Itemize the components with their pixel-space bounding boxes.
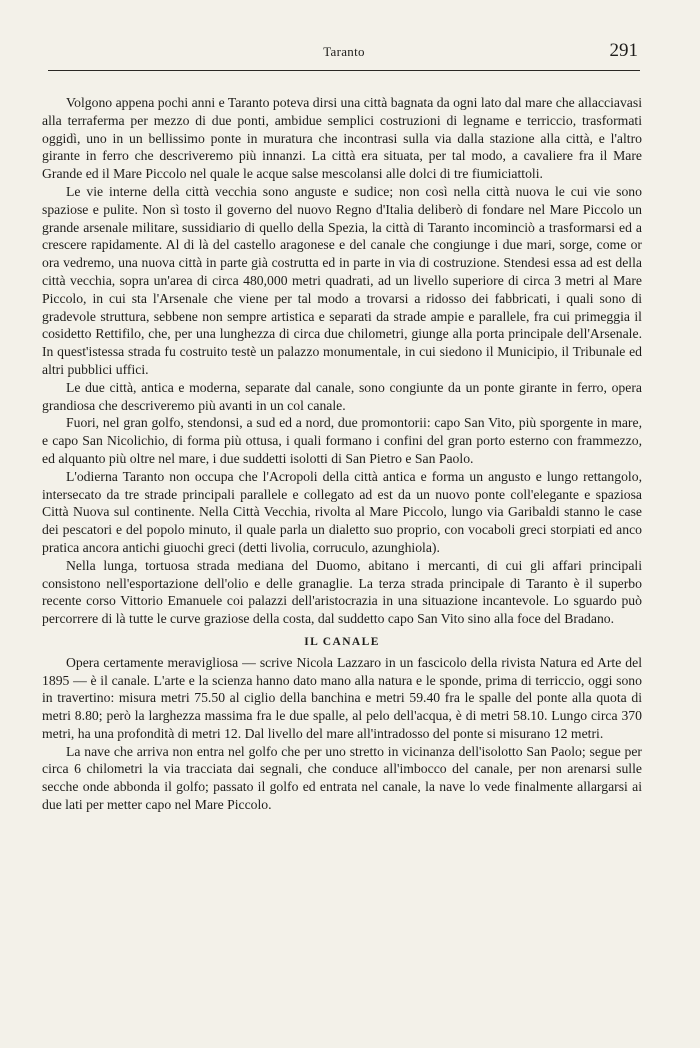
paragraph: Le due città, antica e moderna, separate dal canale, sono congiunte da un ponte girante in ferro, opera grandiosa che descriveremo più avanti in un col canale.: [42, 379, 642, 413]
running-title: Taranto: [323, 44, 365, 59]
header-rule: [48, 70, 640, 71]
paragraph: La nave che arriva non entra nel golfo che per uno stretto in vicinanza dell'isolotto San Paolo; segue per circa 6 chilometri la via tracciata dai segnali, che conduce all'imbocco del canale, per non arenarsi sulle secche onde abbonda il golfo; passato il golfo ed entrata nel canale, la nave lo vede finalmente allargarsi ai due lati per metter capo nel Mare Piccolo.: [42, 743, 642, 813]
paragraph: L'odierna Taranto non occupa che l'Acropoli della città antica e forma un angusto e lungo rettangolo, intersecato da tre strade principali parallele e collegato ad est da un nuovo ponte coll'elegante e spaziosa Città Nuova sul continente. Nella Città Vecchia, rivolta al Mare Piccolo, lungo via Garibaldi stanno le case dei pescatori e del popolo minuto, il quale parla un dialetto suo proprio, con vocaboli greci storpiati ed anco pratica ancora antichi giuochi greci (detti livolia, corruculo, azunghiola).: [42, 468, 642, 555]
body-text: [42, 94, 642, 814]
paragraph: Nella lunga, tortuosa strada mediana del Duomo, abitano i mercanti, di cui gli affari principali consistono nell'esportazione dell'olio e delle granaglie. La terza strada principale di Taranto è il superbo recente corso Vittorio Emanuele coi palazzi dell'aristocrazia in una situazione incantevole. Lo sguardo può percorrere di là tutte le curve graziose della costa, dal suddetto capo San Vito sino alla foce del Bradano.: [42, 557, 642, 627]
page-header: [48, 40, 640, 68]
section-title: IL CANALE: [304, 635, 380, 648]
paragraph: Fuori, nel gran golfo, stendonsi, a sud ed a nord, due promontorii: capo San Vito, più sporgente in mare, e capo San Nicolichio, di forma più ottusa, i quali formano i confini del gran porto esterno con frammezzo, ed alquanto più oltre nel mare, i due suddetti isolotti di San Pietro e San Paolo.: [42, 415, 642, 466]
paragraph: Opera certamente meravigliosa — scrive Nicola Lazzaro in un fascicolo della rivista Natura ed Arte del 1895 — è il canale. L'arte e la scienza hanno dato mano alla natura e le sponde, prima di terriccio, oggi sono in travertino: misura metri 75.50 al ciglio della banchina e metri 59.40 fra le spalle del ponte alla quota di metri 8.80; però la larghezza massima fra le due spalle, al pelo dell'acqua, è di metri 58.10. Lungo circa 370 metri, ha una profondità di metri 12. Dal livello del mare all'intradosso del ponte si misurano 12 metri.: [42, 654, 642, 741]
page-number: 291: [609, 40, 638, 61]
paragraph: Le vie interne della città vecchia sono anguste e sudice; non così nella città nuova le cui vie sono spaziose e pulite. Non sì tosto il governo del nuovo Regno d'Italia deliberò di fondare nel Mare Piccolo un grande arsenale militare, sussidiario di quello della Spezia, la città di Taranto incominciò a trasformarsi ed a crescere rapidamente. Al di là del castello aragonese e del canale che congiunge i due mari, sorge, come or ora vedremo, una nuova città in parte già costrutta ed in parte in via di costruzione. Stendesi essa ad est della città vecchia, sopra un'area di circa 480,000 metri quadrati, ad un livello superiore di circa 3 metri al Mare Piccolo, in cui sta l'Arsenale che viene per tal modo a trovarsi a ridosso dei fabbricati, i quali sono di gradevole struttura, sebbene non sempre artistica e separati da strade ampie e parallele, fra cui primeggia il cosidetto Rettifilo, che, per una lunghezza di circa due chilometri, giunge alla porta principale dell'Arsenale. In quest'istessa strada fu costruito testè un palazzo monumentale, in cui siedono il Municipio, il Tribunale ed altri pubblici uffici.: [42, 183, 642, 377]
paragraph: Volgono appena pochi anni e Taranto poteva dirsi una città bagnata da ogni lato dal mare che allacciavasi alla terraferma per mezzo di due ponti, ambidue semplici costruzioni di legname e terriccio, trasformati oggidì, uno in un bellissimo ponte in muratura che incontrasi sulla via dalla stazione alla città, e l'altro girante in ferro che descriveremo più innanzi. La città era situata, per tal modo, a cavaliere fra il Mare Grande ed il Mare Piccolo nel quale le acque salse mescolansi alle dolci di tre fiumiciattoli.: [42, 95, 642, 182]
